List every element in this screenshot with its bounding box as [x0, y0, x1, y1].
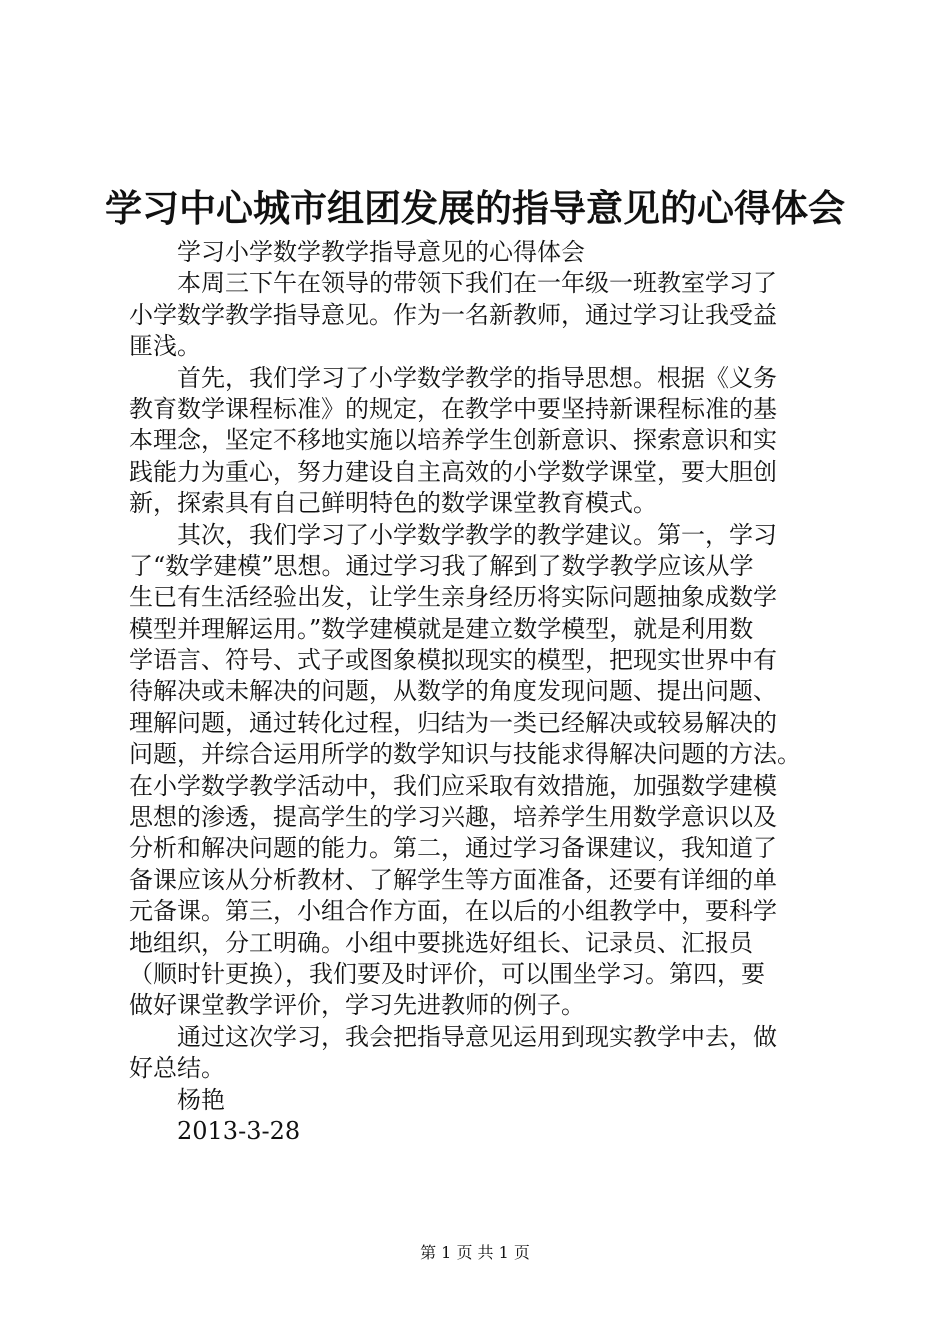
- document-title: 学习中心城市组团发展的指导意见的心得体会: [105, 187, 845, 230]
- text-line: 学语言、符号、式子或图象模拟现实的模型，把现实世界中有: [129, 646, 777, 675]
- text-line: 新，探索具有自己鲜明特色的数学课堂教育模式。: [129, 489, 657, 518]
- text-line: 本理念，坚定不移地实施以培养学生创新意识、探索意识和实: [129, 426, 777, 455]
- text-line: 首先，我们学习了小学数学教学的指导思想。根据《义务: [177, 363, 777, 392]
- text-line: 模型并理解运用。”数学建模就是建立数学模型，就是利用数: [129, 614, 754, 643]
- document-body: [129, 237, 841, 1147]
- text-line: 问题，并综合运用所学的数学知识与技能求得解决问题的方法。: [129, 740, 801, 769]
- text-line: 学习小学数学教学指导意见的心得体会: [177, 238, 585, 266]
- text-line: 本周三下午在领导的带领下我们在一年级一班教室学习了: [177, 269, 777, 298]
- text-line: 生已有生活经验出发，让学生亲身经历将实际问题抽象成数学: [129, 583, 777, 612]
- text-line: 元备课。第三，小组合作方面，在以后的小组教学中，要科学: [129, 897, 777, 926]
- text-line: 了“数学建模”思想。通过学习我了解到了数学教学应该从学: [129, 551, 754, 580]
- text-line: （顺时针更换），我们要及时评价，可以围坐学习。第四，要: [129, 959, 765, 988]
- page-footer: 第 1 页 共 1 页: [420, 1243, 530, 1262]
- text-line: 其次，我们学习了小学数学教学的教学建议。第一，学习: [177, 520, 777, 549]
- text-line: 理解问题，通过转化过程，归结为一类已经解决或较易解决的: [129, 708, 777, 737]
- text-line: 杨艳: [177, 1085, 225, 1114]
- text-line: 2013-3-28: [177, 1116, 301, 1145]
- text-line: 好总结。: [129, 1054, 225, 1083]
- text-line: 教育数学课程标准》的规定，在教学中要坚持新课程标准的基: [129, 394, 777, 423]
- text-line: 在小学数学教学活动中，我们应采取有效措施，加强数学建模: [129, 771, 777, 800]
- text-line: 通过这次学习，我会把指导意见运用到现实教学中去，做: [177, 1022, 777, 1051]
- text-line: 做好课堂教学评价，学习先进教师的例子。: [129, 991, 585, 1020]
- text-line: 小学数学教学指导意见。作为一名新教师，通过学习让我受益: [129, 300, 777, 329]
- text-line: 践能力为重心，努力建设自主高效的小学数学课堂，要大胆创: [129, 457, 777, 486]
- text-line: 待解决或未解决的问题，从数学的角度发现问题、提出问题、: [129, 677, 777, 706]
- text-line: 备课应该从分析教材、了解学生等方面准备，还要有详细的单: [129, 865, 777, 894]
- text-line: 思想的渗透，提高学生的学习兴趣，培养学生用数学意识以及: [129, 803, 777, 832]
- text-line: 分析和解决问题的能力。第二，通过学习备课建议，我知道了: [129, 834, 777, 863]
- text-line: 地组织，分工明确。小组中要挑选好组长、记录员、汇报员: [129, 928, 753, 957]
- text-line: 匪浅。: [129, 332, 201, 361]
